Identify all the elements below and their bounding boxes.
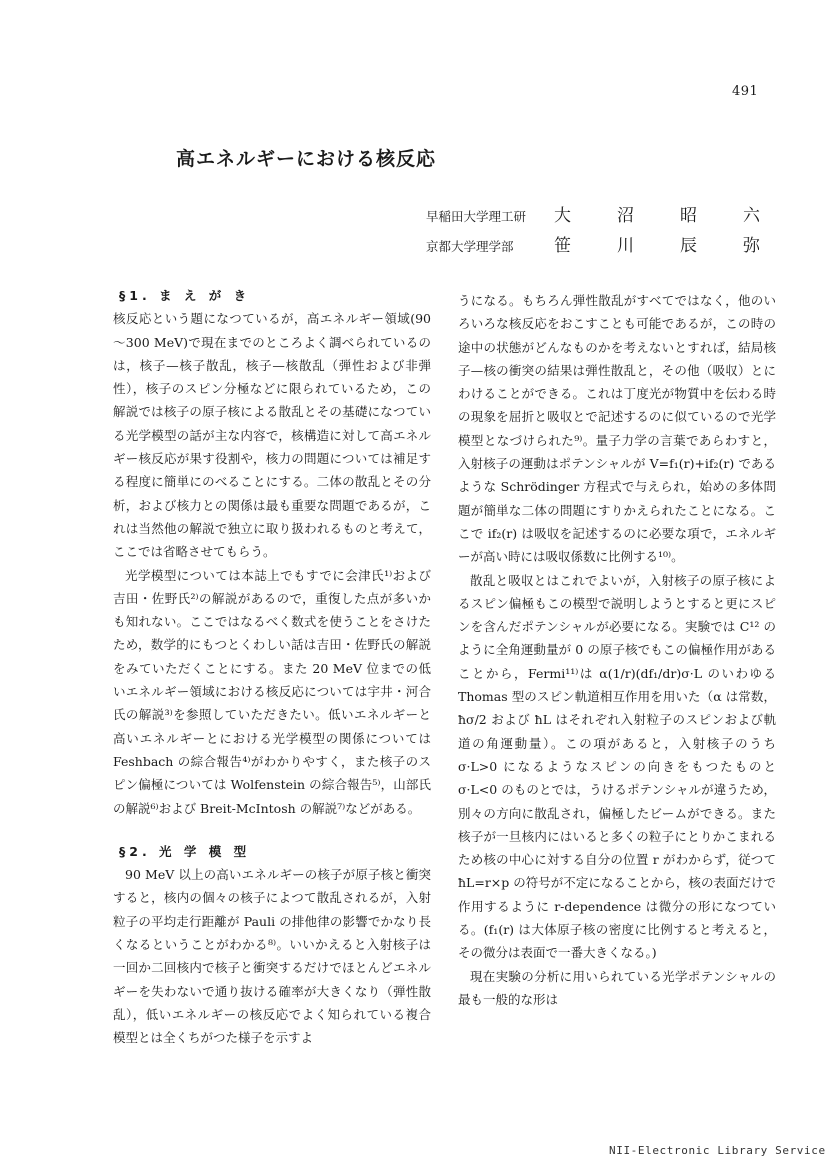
author-affiliation: 京都大学理学部 [426,239,514,254]
section-1-heading: §1. ま え が き [119,288,251,303]
body-paragraph: 散乱と吸収とはこれでよいが，入射核子の原子核によるスピン偏極もこの模型で説明しようとすると更にスピンを含んだポテンシャルが必要になる。実験では C¹² のように全角運動量が 0 の原子核でもこの偏極作用があることから，Fermi¹¹⁾は α(1/r)(df₁/dr)σ·L のいわゆる Thomas 型のスピン軌道相互作用を用いた（α は常数，ħσ/2 および ħL はそれぞれ入射粒子のスピンおよび軌道の角運動量）。この項があると，入射核子のうち σ·L>0 になるようなスピンの向きをもつたものと σ·L<0 のものとでは，うけるポテンシャルが違うため，別々の方向に散乱され，偏極したビームができる。また核子が一旦核内にはいると多くの粒子にとりかこまれるため核の中心に対する自分の位置 r がわからず，従つて ħL=r×p の符号が不定になることから，核の表面だけで作用するように r-dependence は微分の形になつている。(f₁(r) は大体原子核の密度に比例すると考えると，その微分は表面で一番大きくなる。) [458,572,776,961]
body-paragraph: 現在実験の分析に用いられている光学ポテンシャルの最も一般的な形は [458,968,776,1007]
body-paragraph: うになる。もちろん弾性散乱がすべてではなく，他のいろいろな核反応をおこすことも可能であるが，この時の途中の状態がどんなものかを考えないとすれば，結局核子—核の衝突の結果は弾性散乱と，その他（吸収）とにわけることができる。これは丁度光が物質中を伝わる時の現象を屈折と吸収とで記述するのに似ているので光学模型となづけられた⁹⁾。量子力学の言葉であらわすと，入射核子の運動はポテンシャルが V=f₁(r)+if₂(r) であるような Schrödinger 方程式で与えられ，始めの多体問題が簡単な二体の問題にすりかえられたことになる。ここで if₂(r) は吸収を記述するのに必要な項で，エネルギーが高い時には吸収係数に比例する¹⁰⁾。 [458,293,776,565]
article-title: 高エネルギーにおける核反応 [176,148,437,170]
right-column [458,289,776,1011]
author-row [426,231,806,261]
left-column [113,284,431,1050]
section-1-paragraph: 核反応という題になつているが，高エネルギー領域(90～300 MeV)で現在までのところよく調べられているのは，核子—核子散乱，核子—核散乱（弾性および非弾性），核子のスピン分極などに限られているため，この解説では核子の原子核による散乱とその基礎になつている光学模型の話が主な内容で，核構造に対して高エネルギー核反応が果す役割や，核力の問題については補足する程度に簡単にのべることにする。二体の散乱とその分析，および核力との関係は最も重要な問題であるが，これは当然他の解説で独立に取り扱われるものと考えて，ここでは省略させてもらう。 [113,311,431,560]
author-affiliation: 早稲田大学理工研 [426,209,527,224]
section-1-paragraph: 光学模型については本誌上でもすでに会津氏¹⁾および吉田・佐野氏²⁾の解説があるので，重復した点が多いかも知れない。ここではなるべく数式を使うことをさけたため，数学的にもつとくわしい話は吉田・佐野氏の解説をみていただくことにする。また 20 MeV 位までの低いエネルギー領域における核反応については宇井・河合氏の解説³⁾を参照していただきたい。低いエネルギーと高いエネルギーとにおける光学模型の関係については Feshbach の綜合報告⁴⁾がわかりやすく，また核子のスピン偏極については Wolfenstein の綜合報告⁵⁾，山部氏の解説⁶⁾および Breit-McIntosh の解説⁷⁾などがある。 [113,567,431,816]
author-block [426,201,806,261]
author-name: 笹川辰弥 [554,236,806,256]
page-number: 491 [732,84,759,99]
author-row [426,201,806,231]
author-name: 大沼昭六 [554,206,806,226]
footer-credit: NII-Electronic Library Service [609,1144,826,1157]
section-2-heading: §2. 光 学 模 型 [119,843,251,859]
section-2-paragraph: 90 MeV 以上の高いエネルギーの核子が原子核と衝突すると，核内の個々の核子によつて散乱されるが，入射粒子の平均走行距離が Pauli の排他律の影響でかなり長くなるということがわかる⁸⁾。いいかえると入射核子は一回か二回核内で核子と衝突するだけでほとんどエネルギーを失わないで通り抜ける確率が大きくなり（弾性散乱），低いエネルギーの核反応でよく知られている複合模型とは全くちがつた様子を示すよ [113,867,431,1046]
